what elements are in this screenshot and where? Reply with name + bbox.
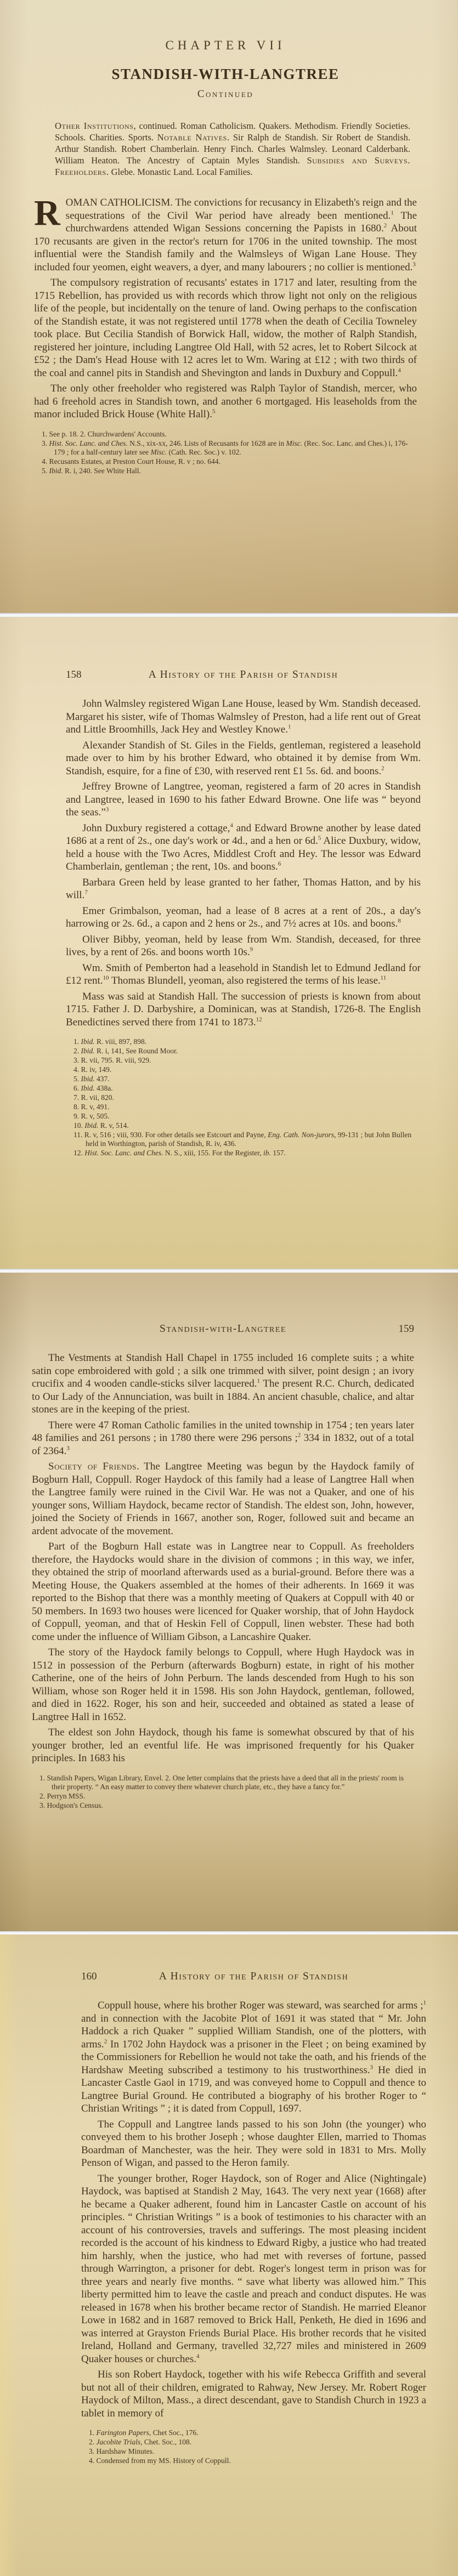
footnote: [66, 1093, 421, 1102]
footnote-marker: 3: [105, 806, 109, 813]
text-run: Ibid.: [81, 1047, 95, 1055]
drop-cap: R: [34, 193, 60, 233]
text-run: Barbara Green held by lease granted to her father, Thomas Hatton, and by his will.: [66, 876, 421, 901]
text-run: R. v, 514.: [98, 1121, 129, 1130]
text-run: Ibid.: [84, 1121, 99, 1130]
footnote-marker: 4: [196, 2353, 200, 2360]
text-run: Oliver Bibby, yeoman, held by lease from Wm. Standish, deceased, for three lives, by a rent of 26s. and boons worth 10s.: [66, 933, 421, 958]
footnote-marker: 3: [66, 1445, 70, 1452]
text-run: 9. R. v, 505.: [73, 1112, 110, 1120]
text-run: Emer Grimbalson, yeoman, had a lease of 8 acres at a rent of 20s., a day's harrowing or 2s. 6d., a capon and 2 hens or 2s., and 7½ acres at 10s. and boons.: [66, 905, 421, 929]
chapter-heading: CHAPTER VII: [165, 38, 286, 52]
text-run: . Sir Ralph de Standish. Sir Robert de Standish. Arthur Standish. Robert Chamberlain. Henry Finch. Charles Walmsley. Leonard Calderbank. William Heaton. The Ancestry of Captain Myles Standish.: [55, 132, 410, 166]
running-title: A History of the Parish of Standish: [148, 669, 338, 680]
text-run: Misc.: [150, 447, 167, 456]
paragraph: [66, 962, 421, 988]
text-run: Hist. Soc. Lanc. and Ches.: [84, 1149, 163, 1157]
text-run: 334 in 1832, out of a total of 2364.: [32, 1432, 414, 1457]
footnote-marker: 1: [287, 723, 291, 730]
text-run: Ibid.: [81, 1075, 95, 1083]
footnote-marker: 11: [380, 974, 387, 981]
text-run: 4. Condensed from my MS. History of Coppull.: [89, 2456, 231, 2465]
text-run: 1. Standish Papers, Wigan Library, Envel. 2. One letter complains that the priests have a deed that all in the priests' room is their property. “ An easy matter to convey there whatever church plate, etc., they have a fancy for.”: [39, 1773, 404, 1791]
text-run: The only other freeholder who registered was Ralph Taylor of Standish, mercer, who had 6 freehold acres in Standish town, and another 6 mortgaged. His leaseholds from the manor included Brick House (White Hall).: [34, 383, 417, 420]
text-run: 4. Recusants Estates, at Preston Court House, R. v ; no. 644.: [42, 457, 220, 466]
footnote: [66, 1112, 421, 1121]
paragraph: [66, 990, 421, 1029]
text-run: 3.: [42, 439, 49, 447]
footnote-marker: 2: [383, 222, 387, 229]
text-run: Ibid.: [81, 1037, 95, 1046]
text-run: R. i, 240. See White Hall.: [63, 466, 141, 475]
footnote-marker: 3: [370, 2064, 374, 2071]
text-run: Hist. Soc. Lanc. and Ches.: [49, 439, 128, 447]
text-run: 5.: [42, 466, 49, 475]
text-run: 438a.: [94, 1084, 113, 1092]
text-run: The eldest son John Haydock, though his fame is somewhat obscured by that of his younger brother, led an eventful life. He was imprisoned frequently for his Quaker principles. In 1683 his: [32, 1727, 414, 1764]
page-159-footnotes: [32, 1774, 414, 1810]
page-number: 159: [398, 1323, 414, 1335]
text-run: , continued. Roman Catholicism. Quakers. Methodism. Friendly Societies. Schools. Charities. Sports.: [55, 121, 410, 143]
page-divider: [0, 613, 458, 617]
footnote: [81, 2447, 426, 2456]
paragraph: [34, 276, 417, 379]
text-run: 8. R. v, 491.: [73, 1103, 110, 1111]
footnote-marker: 8: [398, 917, 401, 924]
footnote: [66, 1075, 421, 1083]
text-run: Jeffrey Browne of Langtree, yeoman, registered a farm of 20 acres in Standish and Langtree, leased in 1690 to his father Edward Browne. One life was “ beyond the seas.”: [66, 781, 421, 818]
text-run: Jacobite Trials,: [96, 2438, 143, 2446]
footnote-marker: 5: [318, 835, 321, 842]
text-run: The younger brother, Roger Haydock, son of Roger and Alice (Nightingale) Haydock, was baptised at Standish 2 May, 1643. The very next year (1668) after he became a Quaker adherent, found him in Lancaster Castle on account of his principles. “ Christian Writings ” is a book of testimonies to his character with an account of his controversies, travels and sufferings. The most pleasing incident recorded is the account of his kindness to Edward Rigby, a justice who had treated him harshly, when the justice, who had met with reverses of fortune, passed through Warrington, a prisoner for debt. Roger's longest term in prison was for three years and nearly five months. “ save what liberty was allowed him.” This liberty permitted him to leave the castle and preach and conduct disputes. He was released in 1678 when his brother became rector of Standish. He married Eleanor Lowe in 1682 and in 1687 removed to Brick Hall, Penketh, He died in 1696 and was interred at Grayston Friends Burial Place. His brother records that he visited Ireland, Holland and Germany, travelled 32,727 miles and ministered in 2609 Quaker houses or churches.: [81, 2172, 426, 2365]
text-run: John Walmsley registered Wigan Lane House, leased by Wm. Standish deceased. Margaret his sister, wife of Thomas Walmsley of Preston, had a life rent out of Great and Little Broomhills, Jack Hey and Westley Knowe.: [66, 698, 421, 735]
text-run: 2.: [73, 1047, 81, 1055]
page-number: 160: [81, 1971, 97, 1982]
text-run: 1.: [89, 2429, 97, 2437]
paragraph: [66, 876, 421, 902]
footnote: [32, 1774, 414, 1791]
footnote-marker: 1: [423, 1999, 426, 2006]
footnote-marker: 4: [398, 367, 401, 374]
footnote-marker: 10: [103, 974, 109, 981]
footnote-marker: 7: [84, 889, 88, 896]
text-run: 6.: [73, 1084, 81, 1092]
footnote-marker: 2: [104, 2038, 108, 2045]
footnote: [81, 2429, 426, 2437]
chapter-subtitle: Continued: [197, 88, 254, 100]
paragraph: [66, 739, 421, 778]
footnote: [66, 1047, 421, 1056]
text-run: Alice Duxbury, widow, held a house with the Two Acres, Middlest Croft and Hey. The lessor was Edward Chamberlain, gentleman ; the rent, 10s. and boons.: [66, 835, 421, 872]
text-run: The compulsory registration of recusants' estates in 1717 and later, resulting from the 1715 Rebellion, has provided us with records which throw light not only on the religious life of the people, but incidentally on the tenure of land. Owing perhaps to the confiscation of the Standish estate, it was not registered until 1778 when the death of Cecilia Towneley took place. But Cecilia Standish of Borwick Hall, widow, the mother of Ralph Standish, registered her jointure, including Langtree Old Hall, with 52 acres, let to Robert Silcock at £52 ; the Dam's Head House with 12 acres let to Wm. Waring at £12 ; with two thirds of the coal and cannel pits in Standish and Shevington and lands in Duxbury and Coppull.: [34, 277, 417, 379]
paragraph: [34, 382, 417, 421]
text-run: 3. Hodgson's Census.: [39, 1801, 103, 1809]
text-run: 4. R. iv, 149.: [73, 1065, 112, 1074]
text-run: 2.: [89, 2438, 97, 2446]
paragraph: [32, 1646, 414, 1723]
paragraph: [32, 1460, 414, 1537]
text-run: (Rec. Soc. Lanc. and Ches.) i, 176-179 ; for a half-century later see: [54, 439, 408, 456]
footnote: [32, 1792, 414, 1801]
text-run: N. S., xiii, 155. For the Register,: [163, 1149, 263, 1157]
text-run: The Coppull and Langtree lands passed to his son John (the younger) who conveyed them to his brother Joseph ; whose daughter Ellen, married to Thomas Boardman of Manchester, was the heir. They were sold in 1831 to Mrs. Molly Penson of Wigan, and passed to the Heron family.: [81, 2118, 426, 2169]
text-run: Misc.: [286, 439, 303, 447]
text-run: Mass was said at Standish Hall. The succession of priests is known from about 1715. Father J. D. Darbyshire, a Dominican, was at Standish, 1726-8. The English Benedictines served there from 1741 to 1873.: [66, 990, 421, 1028]
text-run: Coppull house, where his brother Roger was steward, was searched for arms ;: [98, 2000, 423, 2011]
page-159-body: [32, 1352, 414, 1765]
text-run: ib.: [263, 1149, 271, 1157]
page-number: 158: [66, 669, 82, 680]
text-run: 7. R. vii, 820.: [73, 1093, 114, 1102]
text-run: He died in Lancaster Castle Gaol in 1719, and was conveyed home to Coppull and thence to Langtree Burial Ground. He contributed a biography of his brother Roger to “ Christian Writings ” ; it is dated from Coppull, 1697.: [81, 2064, 426, 2114]
paragraph: [81, 2368, 426, 2420]
text-run: R. i, 141, See Round Moor.: [94, 1047, 178, 1055]
paragraph: [81, 2118, 426, 2170]
text-run: John Duxbury registered a cottage,: [82, 822, 230, 834]
footnote: [66, 1056, 421, 1065]
book-page-160: [0, 1934, 458, 2576]
text-run: Farington Papers,: [96, 2429, 151, 2437]
text-run: N.S., xix-xx, 246. Lists of Recusants for 1628 are in: [127, 439, 286, 447]
page-157-footnotes: [34, 430, 417, 475]
page-160-footnotes: [81, 2429, 426, 2465]
page-158-body: [66, 697, 421, 1029]
footnote-marker: 3: [412, 261, 416, 268]
footnote: [81, 2438, 426, 2447]
text-run: Chet. Soc., 108.: [142, 2438, 192, 2446]
text-run: Part of the Bogburn Hall estate was in Langtree near to Coppull. As freeholders therefore, the Haydocks would share in the division of commons ; in this way, we infer, they obtained the strip of moorland afterwards used as a burial-ground. Before there was a Meeting House, the Quakers assembled at the homes of their adherents. In 1669 it was reported to the Bishop that there was a monthly meeting of Quakers at Coppull with 40 or 50 members. In 1693 two houses were licenced for Quaker worship, that of John Haydock of Coppull, yeoman, and that of Heskin Fell of Coppull, linen webster. These had both come under the influence of William Gibson, a Lancashire Quaker.: [32, 1541, 414, 1643]
text-run: Chet Soc., 176.: [151, 2429, 199, 2437]
text-run: His son Robert Haydock, together with his wife Rebecca Griffith and several but not all of their children, emigrated to Rahway, New Jersey. Mr. Robert Roger Haydock of Milton, Mass., a direct descendant, gave to Standish Church in 1923 a tablet in memory of: [81, 2369, 426, 2419]
text-run: 10.: [73, 1121, 85, 1130]
book-page-158: [0, 617, 458, 1269]
text-run: 1. See p. 18. 2. Churchwardens' Accounts.: [42, 429, 167, 438]
text-run: 11. R. v, 516 ; viii, 930. For other details see Estcourt and Payne,: [73, 1131, 268, 1139]
footnote-marker: 2: [297, 1432, 301, 1439]
book-page-159: [0, 1273, 458, 1931]
footnote: [34, 439, 417, 457]
text-run: There were 47 Roman Catholic families in the united township in 1754 ; ten years later 48 families and 261 persons ; in 1780 there were 296 persons ;: [32, 1419, 414, 1444]
footnote: [34, 457, 417, 466]
running-header: [66, 669, 421, 681]
text-run: The Vestments at Standish Hall Chapel in 1755 included 16 complete suits ; a white satin cope embroidered with gold ; a silk one trimmed with silver, point design ; an ivory crucifix and 4 wooden candle-sticks silver lacquered.: [32, 1352, 414, 1389]
paragraph: [66, 780, 421, 819]
page-160-body: [81, 1999, 426, 2420]
text-run: R. viii, 897, 898.: [94, 1037, 147, 1046]
text-run: 1.: [73, 1037, 81, 1046]
footnote-marker: 6: [278, 860, 281, 867]
text-run: Wm. Smith of Pemberton had a leasehold in Standish let to Edmund Jedland for £12 rent.: [66, 962, 421, 986]
running-header: [32, 1323, 414, 1335]
paragraph: [34, 193, 417, 274]
text-run: Other Institutions: [55, 121, 134, 131]
text-run: 437.: [94, 1075, 110, 1083]
text-run: The story of the Haydock family belongs to Coppull, where Hugh Haydock was in 1512 in possession of the Perburn (afterwards Bogburn) estate, in right of his mother Catherine, one of the heirs of John Perburn. The lands descended from Hugh to his son William, whose son Roger held it in 1598. His son John Haydock, gentleman, followed, and died in 1622. Roger, his son and heir, succeeded and obtained as stated a lease of Langtree Hall in 1652.: [32, 1647, 414, 1723]
text-run: Notable Natives: [157, 132, 227, 143]
paragraph: [81, 1999, 426, 2115]
page-divider: [0, 1269, 458, 1273]
footnote-marker: 12: [256, 1016, 262, 1023]
page-158-footnotes: [66, 1037, 421, 1158]
footnote: [34, 467, 417, 475]
text-run: The churchwardens attended Wigan Sessions concerning the Papists in 1680.: [65, 209, 417, 234]
paragraph: [32, 1726, 414, 1765]
text-run: Ibid.: [81, 1084, 95, 1092]
text-run: Alexander Standish of St. Giles in the Fields, gentleman, registered a leasehold made over to him by his brother Edward, who obtained it by demise from Wm. Standish, esquire, for a fine of £30, with reserved rent £1 5s. 6d. and boons.: [66, 739, 421, 777]
paragraph: [66, 933, 421, 959]
footnote-marker: 5: [212, 408, 216, 415]
text-run: 157.: [270, 1149, 286, 1157]
text-run: 12.: [73, 1149, 85, 1157]
text-run: In 1702 John Haydock was a prisoner in the Fleet ; on being examined by the Commissioners for Rebellion he would not take the oath, and his friends of the Hardshaw Meeting subscribed a testimony to his trustworthiness.: [81, 2038, 426, 2076]
text-run: 2. Perryn MSS.: [39, 1791, 86, 1800]
paragraph: [66, 697, 421, 736]
text-run: Subsidies and Surveys. Freeholders.: [55, 155, 411, 177]
paragraph: [81, 2172, 426, 2366]
text-run: OMAN CATHOLICISM. The convictions for recusancy in Elizabeth's reign and the sequestrations of the Civil War period have already been mentioned.: [65, 197, 417, 222]
footnote-marker: 1: [257, 1377, 260, 1385]
text-run: 3. Hardshaw Minutes.: [89, 2447, 155, 2455]
footnote: [66, 1121, 421, 1130]
text-run: and in connection with the Jacobite Plot of 1691 it was stated that “ Mr. John Haddock a rich Quaker ” supplied William Standish, one of the plotters, with arms.: [81, 2012, 426, 2050]
book-page-157: [0, 0, 458, 613]
text-run: Eng. Cath. Non-jurors,: [268, 1131, 336, 1139]
footnote-marker: 1: [391, 209, 394, 217]
paragraph: [32, 1352, 414, 1416]
text-run: 5.: [73, 1075, 81, 1083]
paragraph: [66, 905, 421, 930]
footnote: [66, 1037, 421, 1046]
running-header: [81, 1971, 426, 1983]
footnote-marker: 9: [250, 946, 253, 953]
text-run: The present R.C. Church, dedicated to Our Lady of the Annunciation, was built in 1884. An ancient chasuble, chalice, and altar stones are in the keeping of the priest.: [32, 1378, 414, 1415]
text-run: Society of Friends: [48, 1461, 137, 1472]
text-run: (Cath. Rec. Soc.) v. 102.: [167, 447, 241, 456]
text-run: Ibid.: [49, 466, 63, 475]
text-run: 3. R. vii, 795. R. viii, 929.: [73, 1056, 151, 1064]
footnote-marker: 2: [381, 765, 385, 772]
paragraph: [66, 822, 421, 873]
chapter-synopsis: [55, 120, 410, 178]
text-run: 99-131 ; but John Bullen held in Worthington, parish of Standish, R. iv, 436.: [86, 1131, 412, 1148]
footnote-marker: 4: [230, 822, 233, 829]
footnote: [66, 1065, 421, 1074]
paragraph: [32, 1540, 414, 1643]
text-run: Thomas Blundell, yeoman, also registered the terms of his lease.: [109, 975, 381, 986]
text-run: Glebe. Monastic Land. Local Families.: [109, 167, 253, 177]
footnote: [66, 1131, 421, 1148]
text-run: and Edward Browne another by lease dated 1686 at a rent of 2s., one day's work or 4d., and a hen or 6d.: [66, 822, 421, 847]
paragraph: [32, 1419, 414, 1458]
footnote: [66, 1084, 421, 1093]
running-title: Standish-with-Langtree: [160, 1323, 286, 1335]
page-157-body: [34, 193, 417, 421]
footnote: [34, 430, 417, 439]
footnote: [66, 1103, 421, 1111]
chapter-title: STANDISH-WITH-LANGTREE: [111, 66, 340, 82]
text-run: . The Langtree Meeting was begun by the Haydock family of Bogburn Hall, Coppull. Roger Haydock of this family had a lease of Langtree Hall when the Langtree family were ruined in the Civil War. He was not a Quaker, and one of his younger sons, William Haydock, became rector of Standish. The eldest son, John, however, joined the Society of Friends in 1667, another son, Roger, followed suit and became an ardent advocate of the movement.: [32, 1461, 414, 1537]
footnote: [81, 2456, 426, 2465]
footnote: [66, 1149, 421, 1158]
text-run: About 170 recusants are given in the rector's return for 1706 in the united township. The most influential were the Standish family and the Walmsleys of Wigan Lane House. They included four yeomen, eight weavers, a dyer, and many labourers ; no collier is mentioned.: [34, 223, 417, 273]
footnote: [32, 1801, 414, 1810]
running-title: A History of the Parish of Standish: [159, 1971, 349, 1982]
